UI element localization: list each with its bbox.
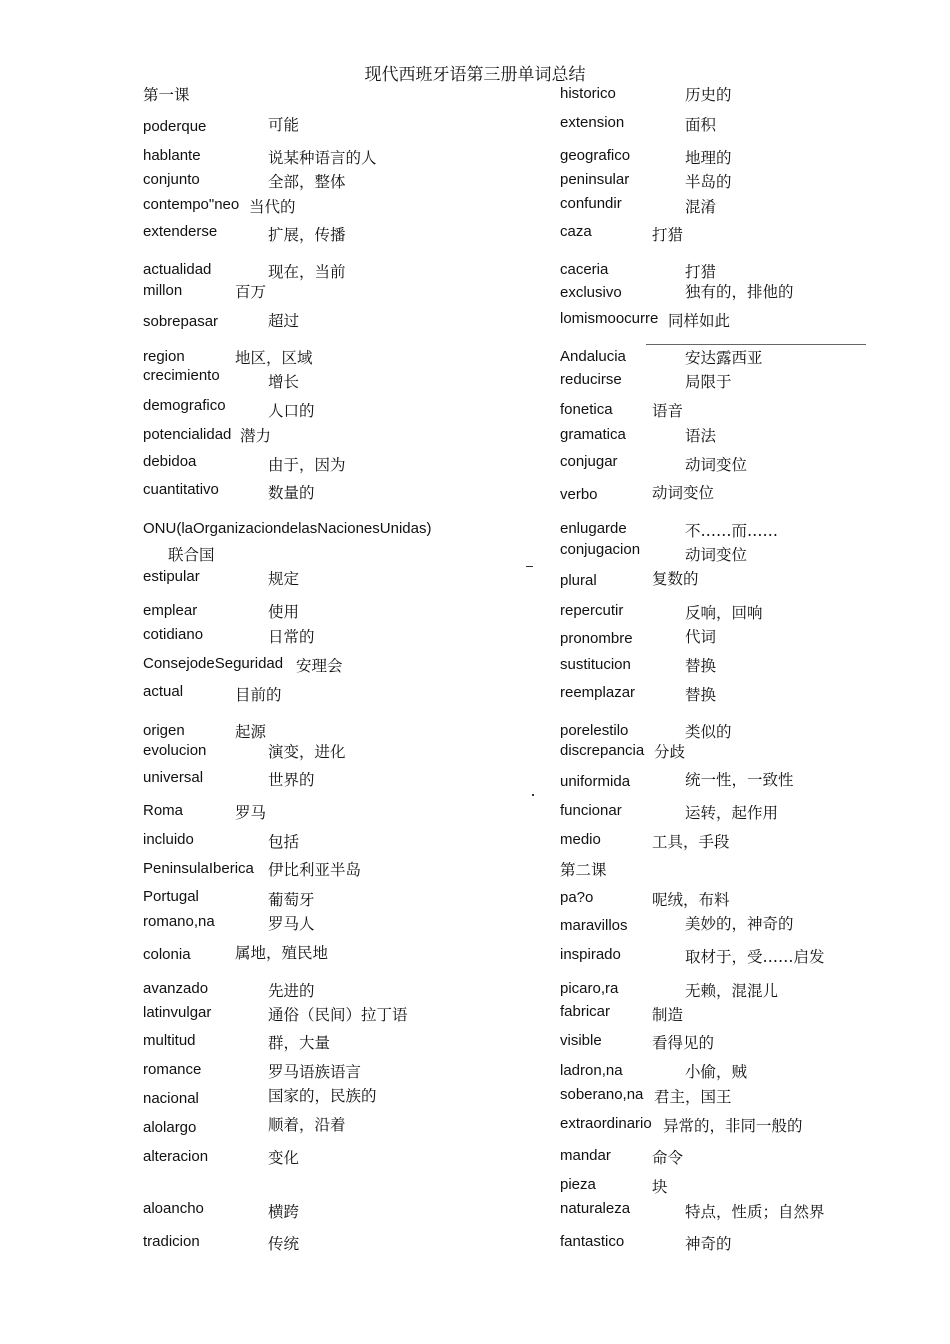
vocab-meaning: 横跨 — [268, 1203, 300, 1221]
vocab-meaning: 属地，殖民地 — [235, 944, 329, 962]
vocab-meaning: 打猎 — [685, 263, 717, 281]
vocab-term: fonetica — [560, 401, 613, 418]
vocab-term: Roma — [143, 802, 184, 819]
vocab-meaning: 现在，当前 — [268, 263, 346, 281]
vocab-meaning: 动词变位 — [685, 546, 748, 564]
vocab-meaning: 块 — [652, 1178, 668, 1196]
vocab-term: sobrepasar — [143, 313, 219, 330]
vocab-term: picaro,ra — [560, 980, 619, 997]
lesson-one-heading: 第一课 — [143, 86, 190, 104]
vocab-meaning: 规定 — [268, 570, 300, 588]
vocab-term: ladron,na — [560, 1062, 623, 1079]
vocab-term: Andalucia — [560, 348, 626, 365]
vocab-meaning: 演变，进化 — [268, 743, 346, 761]
vocab-term: tradicion — [143, 1233, 200, 1250]
vocab-meaning: 安理会 — [296, 657, 343, 675]
vocab-term: repercutir — [560, 602, 624, 619]
vocab-meaning: 伊比利亚半岛 — [268, 861, 362, 879]
vocab-term: reducirse — [560, 371, 622, 388]
vocab-meaning: 独有的，排他的 — [685, 283, 794, 301]
vocab-term: demografico — [143, 397, 226, 414]
vocab-meaning: 目前的 — [235, 686, 282, 704]
vocab-meaning: 半岛的 — [685, 173, 732, 191]
vocab-meaning: 可能 — [268, 116, 300, 134]
vocab-meaning: 通俗（民间）拉丁语 — [268, 1006, 408, 1024]
vocab-meaning: 统一性，一致性 — [685, 771, 794, 789]
vocab-term: potencialidad — [143, 426, 232, 443]
vocab-meaning: 日常的 — [268, 628, 315, 646]
vocab-term: pa?o — [560, 889, 594, 906]
vocab-meaning: 异常的，非同一般的 — [663, 1117, 803, 1135]
vocab-meaning: 类似的 — [685, 723, 732, 741]
vocab-term: medio — [560, 831, 601, 848]
vocab-meaning: 历史的 — [685, 86, 732, 104]
vocab-meaning: 取材于，受……启发 — [685, 948, 825, 966]
vocab-meaning: 打猎 — [652, 226, 684, 244]
vocab-term: aloancho — [143, 1200, 204, 1217]
vocab-term: fantastico — [560, 1233, 625, 1250]
vocab-meaning: 潜力 — [240, 427, 272, 445]
vocab-term: alolargo — [143, 1119, 197, 1136]
vocab-term: exclusivo — [560, 284, 622, 301]
vocab-term: caza — [560, 223, 592, 240]
vocab-meaning: 说某种语言的人 — [268, 149, 377, 167]
vocab-meaning: 美妙的，神奇的 — [685, 915, 794, 933]
vocab-meaning: 地理的 — [685, 149, 732, 167]
vocab-term: uniformida — [560, 773, 631, 790]
vocab-meaning: 运转，起作用 — [685, 804, 779, 822]
vocab-meaning: 不……而…… — [685, 522, 779, 540]
lesson-two-heading: 第二课 — [560, 861, 607, 879]
vocab-term: actual — [143, 683, 184, 700]
vocab-term: avanzado — [143, 980, 209, 997]
vocab-meaning: 看得见的 — [652, 1034, 715, 1052]
vocab-meaning: 国家的，民族的 — [268, 1087, 377, 1105]
vocab-meaning: 增长 — [268, 373, 300, 391]
vocab-meaning: 百万 — [235, 283, 267, 301]
stray-mark — [526, 566, 533, 567]
vocab-term: ONU(laOrganizaciondelasNacionesUnidas) — [143, 520, 432, 537]
vocab-term: lomismoocurre — [560, 310, 659, 327]
vocab-meaning: 先进的 — [268, 982, 315, 1000]
vocab-term: geografico — [560, 147, 631, 164]
vocab-meaning: 代词 — [685, 628, 717, 646]
vocab-meaning: 语法 — [685, 427, 717, 445]
vocab-meaning: 动词变位 — [652, 484, 715, 502]
vocab-term: PeninsulaIberica — [143, 860, 254, 877]
vocab-term: pronombre — [560, 630, 633, 647]
vocab-term: poderque — [143, 118, 207, 135]
vocab-term: maravillos — [560, 917, 628, 934]
vocab-term: naturaleza — [560, 1200, 631, 1217]
vocab-meaning: 超过 — [268, 312, 300, 330]
vocab-meaning: 联合国 — [168, 546, 215, 564]
vocab-meaning: 无赖，混混儿 — [685, 982, 779, 1000]
vocab-term: latinvulgar — [143, 1004, 212, 1021]
vocab-term: extension — [560, 114, 625, 131]
vocab-term: historico — [560, 85, 616, 102]
vocab-meaning: 罗马 — [235, 804, 267, 822]
vocab-meaning: 分歧 — [654, 743, 686, 761]
vocab-meaning: 复数的 — [652, 570, 699, 588]
vocab-meaning: 安达露西亚 — [685, 349, 763, 367]
vocab-term: porelestilo — [560, 722, 629, 739]
vocab-meaning: 小偷，贼 — [685, 1063, 748, 1081]
vocab-meaning: 局限于 — [685, 373, 732, 391]
vocab-term: region — [143, 348, 185, 365]
vocab-meaning: 工具，手段 — [652, 833, 730, 851]
vocab-meaning: 罗马语族语言 — [268, 1063, 362, 1081]
vocab-term: universal — [143, 769, 204, 786]
document-title: 现代西班牙语第三册单词总结 — [364, 65, 586, 85]
vocab-term: pieza — [560, 1176, 596, 1193]
vocab-term: reemplazar — [560, 684, 636, 701]
vocab-term: cuantitativo — [143, 481, 219, 498]
vocab-term: conjugar — [560, 453, 618, 470]
vocab-term: actualidad — [143, 261, 212, 278]
vocab-meaning: 包括 — [268, 833, 300, 851]
vocab-term: mandar — [560, 1147, 611, 1164]
vocab-meaning: 数量的 — [268, 484, 315, 502]
vocab-term: emplear — [143, 602, 198, 619]
vocab-meaning: 起源 — [235, 723, 267, 741]
vocab-term: evolucion — [143, 742, 207, 759]
vocab-meaning: 替换 — [685, 686, 717, 704]
vocab-term: romance — [143, 1061, 202, 1078]
vocab-term: contempo"neo — [143, 196, 240, 213]
vocab-meaning: 世界的 — [268, 771, 315, 789]
vocab-term: inspirado — [560, 946, 621, 963]
vocab-term: estipular — [143, 568, 200, 585]
stray-mark — [532, 794, 534, 796]
vocab-meaning: 扩展，传播 — [268, 226, 346, 244]
vocab-term: verbo — [560, 486, 598, 503]
vocab-meaning: 君主，国王 — [654, 1088, 732, 1106]
vocab-meaning: 特点，性质；自然界 — [685, 1203, 825, 1221]
vocab-term: conjunto — [143, 171, 200, 188]
vocab-term: visible — [560, 1032, 602, 1049]
separator-line — [646, 344, 866, 345]
vocab-term: nacional — [143, 1090, 199, 1107]
vocab-meaning: 人口的 — [268, 402, 315, 420]
vocab-meaning: 动词变位 — [685, 456, 748, 474]
vocab-term: sustitucion — [560, 656, 631, 673]
vocab-term: fabricar — [560, 1003, 611, 1020]
vocab-meaning: 语音 — [652, 402, 684, 420]
vocab-term: incluido — [143, 831, 194, 848]
vocab-term: debidoa — [143, 453, 197, 470]
vocab-term: hablante — [143, 147, 201, 164]
vocab-term: soberano,na — [560, 1086, 644, 1103]
vocab-meaning: 群，大量 — [268, 1034, 331, 1052]
vocab-term: extenderse — [143, 223, 218, 240]
vocab-meaning: 反响，回响 — [685, 604, 763, 622]
vocab-term: extraordinario — [560, 1115, 652, 1132]
vocab-meaning: 变化 — [268, 1149, 300, 1167]
vocab-term: plural — [560, 572, 597, 589]
vocab-meaning: 顺着，沿着 — [268, 1116, 346, 1134]
vocab-term: origen — [143, 722, 185, 739]
vocab-meaning: 混淆 — [685, 198, 717, 216]
vocab-term: conjugacion — [560, 541, 641, 558]
vocab-meaning: 全部，整体 — [268, 173, 346, 191]
vocab-meaning: 地区，区域 — [235, 349, 313, 367]
vocab-term: multitud — [143, 1032, 196, 1049]
vocab-meaning: 神奇的 — [685, 1235, 732, 1253]
vocab-meaning: 罗马人 — [268, 915, 315, 933]
vocab-term: alteracion — [143, 1148, 209, 1165]
vocab-term: colonia — [143, 946, 191, 963]
vocab-meaning: 由于，因为 — [268, 456, 346, 474]
vocab-term: peninsular — [560, 171, 630, 188]
vocab-term: caceria — [560, 261, 609, 278]
vocab-term: funcionar — [560, 802, 622, 819]
vocab-term: enlugarde — [560, 520, 627, 537]
vocab-meaning: 传统 — [268, 1235, 300, 1253]
vocab-term: confundir — [560, 195, 622, 212]
vocab-term: ConsejodeSeguridad — [143, 655, 284, 672]
vocab-term: Portugal — [143, 888, 199, 905]
vocab-meaning: 当代的 — [249, 198, 296, 216]
vocab-term: cotidiano — [143, 626, 204, 643]
vocab-meaning: 葡萄牙 — [268, 891, 315, 909]
vocab-meaning: 面积 — [685, 116, 717, 134]
vocab-term: discrepancia — [560, 742, 645, 759]
vocab-meaning: 使用 — [268, 603, 300, 621]
vocab-meaning: 制造 — [652, 1006, 684, 1024]
vocab-term: romano,na — [143, 913, 215, 930]
vocab-term: gramatica — [560, 426, 626, 443]
vocab-meaning: 替换 — [685, 657, 717, 675]
vocab-meaning: 同样如此 — [668, 312, 731, 330]
vocab-meaning: 呢绒，布料 — [652, 891, 730, 909]
vocab-term: millon — [143, 282, 183, 299]
vocab-term: crecimiento — [143, 367, 220, 384]
vocab-meaning: 命令 — [652, 1149, 684, 1167]
